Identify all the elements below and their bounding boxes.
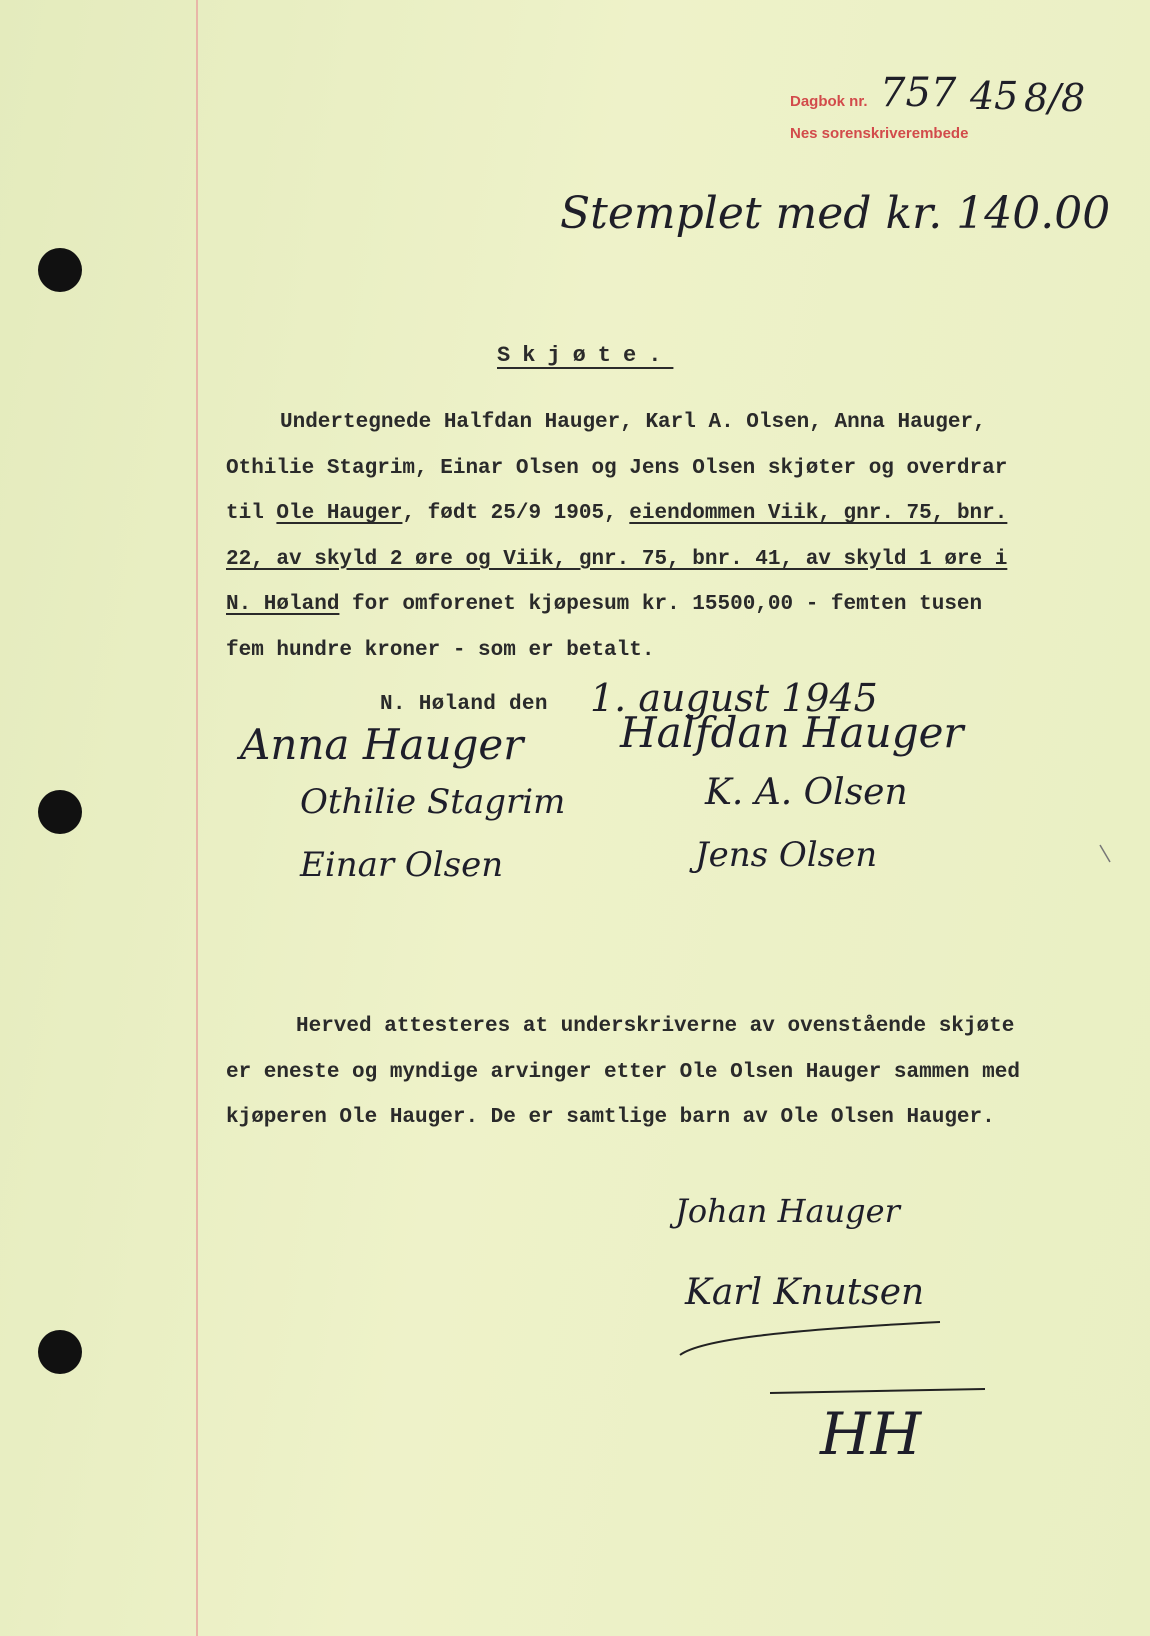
pen-mark	[1100, 845, 1110, 862]
pen-stroke-witness	[680, 1322, 940, 1355]
body-line-3c: , født 25/9 1905,	[402, 502, 630, 525]
attestation-line-1: Herved attesteres at underskriverne av ovenstående skjøte	[296, 1015, 1015, 1038]
signature-anna-hauger: Anna Hauger	[240, 720, 524, 769]
attestation-line-3: kjøperen Ole Hauger. De er samtlige barn av Ole Olsen Hauger.	[226, 1106, 995, 1129]
signature-einar-olsen: Einar Olsen	[300, 845, 504, 885]
attestation-line-2: er eneste og myndige arvinger etter Ole Olsen Hauger sammen med	[226, 1060, 1020, 1084]
witness-signature-2: Karl Knutsen	[685, 1272, 925, 1313]
body-line-5b: for omforenet kjøpesum kr. 15500,00 - femten tusen	[339, 593, 983, 616]
pen-stroke-initials	[770, 1389, 985, 1393]
property-ref-2: 22, av skyld 2 øre og Viik, gnr. 75, bnr. 41, av skyld 1 øre i	[226, 547, 1008, 571]
body-line-3a: til	[226, 502, 277, 525]
stamp-date: 8/8	[1024, 76, 1086, 120]
document-title: Skjøte.	[497, 343, 674, 368]
stamp-entry-number: 757	[880, 70, 957, 116]
place-date-handwritten: 1. august 1945	[590, 676, 878, 720]
fee-note: Stemplet med kr. 140.00	[560, 188, 1111, 239]
witness-signature-1: Johan Hauger	[675, 1192, 900, 1230]
initials-signature: HH	[820, 1400, 922, 1468]
stamp-year: 45	[970, 74, 1019, 118]
body-line-1: Undertegnede Halfdan Hauger, Karl A. Olsen, Anna Hauger,	[280, 411, 986, 434]
signature-karl-olsen: K. A. Olsen	[705, 772, 908, 813]
municipality: N. Høland	[226, 593, 340, 616]
property-ref-1: eiendommen Viik, gnr. 75, bnr.	[629, 502, 1008, 525]
place-date-typed: N. Høland den	[380, 693, 548, 716]
signature-jens-olsen: Jens Olsen	[695, 835, 878, 875]
body-line-2: Othilie Stagrim, Einar Olsen og Jens Olsen skjøter og overdrar	[226, 456, 1008, 480]
buyer-name: Ole Hauger	[276, 502, 403, 525]
signature-halfdan-hauger: Halfdan Hauger	[620, 708, 964, 757]
stamp-line2: Nes sorenskriverembede	[790, 125, 969, 142]
body-line-6: fem hundre kroner - som er betalt.	[226, 638, 655, 662]
signature-othilie-stagrim: Othilie Stagrim	[300, 782, 566, 822]
stamp-line1: Dagbok nr.	[790, 93, 868, 110]
